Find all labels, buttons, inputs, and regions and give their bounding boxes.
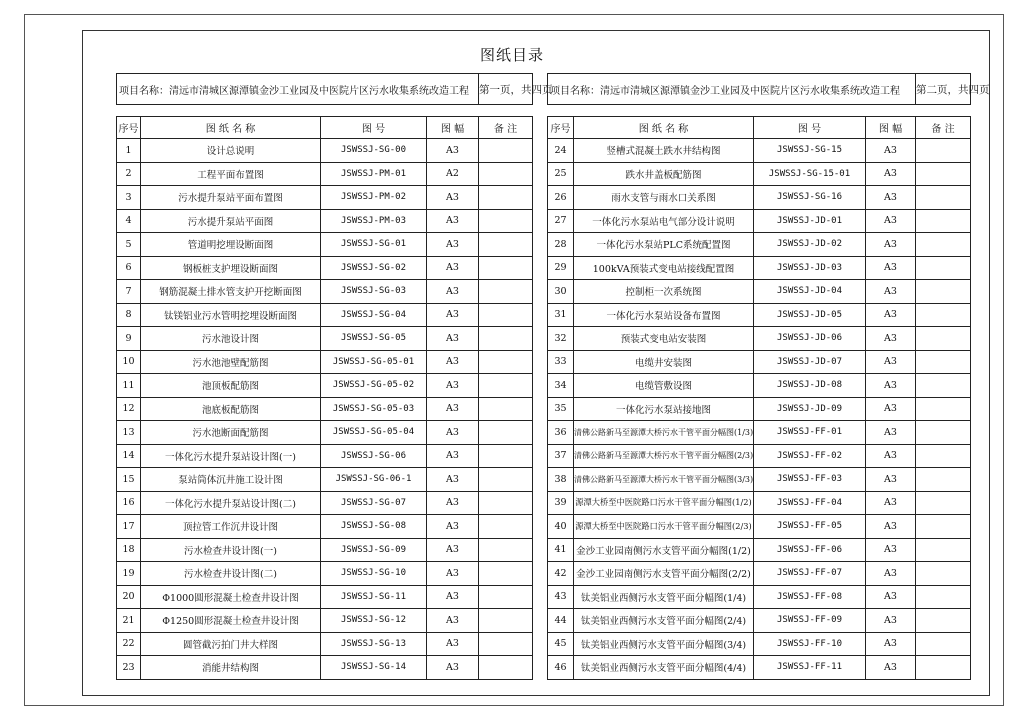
cell-drawing-name: 金沙工业园南侧污水支管平面分幅图(2/2) [574,562,754,586]
cell-remark [479,585,533,609]
cell-drawing-code: JSWSSJ-SG-09 [321,538,427,562]
cell-drawing-name: 污水提升泵站平面布置图 [141,186,321,210]
cell-no: 33 [548,350,574,374]
table-row [117,397,533,421]
cell-remark [479,632,533,656]
cell-drawing-code: JSWSSJ-JD-09 [754,397,866,421]
cell-sheet-size: A3 [866,327,916,351]
cell-drawing-name: 竖槽式混凝土跌水井结构图 [574,139,754,163]
cell-drawing-name: 雨水支管与雨水口关系图 [574,186,754,210]
cell-no: 18 [117,538,141,562]
cell-sheet-size: A3 [427,562,479,586]
cell-drawing-name: 管道明挖埋设断面图 [141,233,321,257]
cell-drawing-code: JSWSSJ-JD-02 [754,233,866,257]
table-row [117,209,533,233]
column-header-row [117,117,533,139]
table-row [548,562,971,586]
cell-drawing-name: 工程平面布置图 [141,162,321,186]
table-row [117,233,533,257]
table-row [548,162,971,186]
cell-sheet-size: A3 [427,256,479,280]
cell-no: 39 [548,491,574,515]
cell-no: 8 [117,303,141,327]
cell-drawing-name: 圆管截污拍门井大样图 [141,632,321,656]
cell-no: 22 [117,632,141,656]
table-row [117,562,533,586]
cell-drawing-code: JSWSSJ-SG-02 [321,256,427,280]
cell-drawing-name: 污水检查井设计图(二) [141,562,321,586]
cell-drawing-code: JSWSSJ-SG-06-1 [321,468,427,492]
cell-remark [479,444,533,468]
cell-sheet-size: A3 [427,139,479,163]
table-row [548,256,971,280]
cell-drawing-name: 污水池池壁配筋图 [141,350,321,374]
cell-drawing-code: JSWSSJ-SG-11 [321,585,427,609]
cell-sheet-size: A3 [427,444,479,468]
col-header-code: 图 号 [754,117,866,139]
cell-sheet-size: A3 [427,374,479,398]
cell-remark [916,609,971,633]
cell-drawing-code: JSWSSJ-SG-16 [754,186,866,210]
cell-sheet-size: A3 [427,397,479,421]
table-row [548,327,971,351]
cell-drawing-code: JSWSSJ-SG-08 [321,515,427,539]
cell-drawing-name: 一体化污水泵站PLC系统配置图 [574,233,754,257]
table-row [548,538,971,562]
catalog-table-page-1 [116,73,553,680]
page-indicator: 第二页，共四页 [916,74,971,105]
cell-drawing-name: Φ1000圆形混凝土检查井设计图 [141,585,321,609]
table-row [548,233,971,257]
cell-remark [479,538,533,562]
cell-remark [479,186,533,210]
cell-sheet-size: A3 [427,421,479,445]
cell-sheet-size: A3 [866,280,916,304]
cell-drawing-name: 设计总说明 [141,139,321,163]
cell-remark [479,374,533,398]
cell-remark [916,656,971,680]
cell-no: 37 [548,444,574,468]
cell-drawing-code: JSWSSJ-FF-08 [754,585,866,609]
cell-drawing-code: JSWSSJ-SG-13 [321,632,427,656]
cell-no: 41 [548,538,574,562]
cell-sheet-size: A3 [427,538,479,562]
cell-no: 32 [548,327,574,351]
cell-no: 44 [548,609,574,633]
table-row [117,303,533,327]
cell-drawing-code: JSWSSJ-SG-05-03 [321,397,427,421]
cell-sheet-size: A3 [866,397,916,421]
cell-drawing-name: 一体化污水泵站设备布置图 [574,303,754,327]
cell-sheet-size: A3 [427,303,479,327]
cell-drawing-name: 池底板配筋图 [141,397,321,421]
cell-drawing-name: 钛美铝业西侧污水支管平面分幅图(3/4) [574,632,754,656]
cell-no: 7 [117,280,141,304]
cell-drawing-code: JSWSSJ-JD-04 [754,280,866,304]
table-row [548,421,971,445]
table-row [548,374,971,398]
cell-no: 31 [548,303,574,327]
cell-sheet-size: A3 [866,421,916,445]
cell-remark [916,468,971,492]
cell-remark [916,327,971,351]
cell-sheet-size: A3 [427,209,479,233]
table-row [117,256,533,280]
cell-drawing-code: JSWSSJ-PM-03 [321,209,427,233]
cell-drawing-code: JSWSSJ-JD-05 [754,303,866,327]
cell-drawing-name: 一体化污水泵站电气部分设计说明 [574,209,754,233]
table-row [548,350,971,374]
table-row [117,280,533,304]
table-row [548,209,971,233]
cell-drawing-code: JSWSSJ-JD-07 [754,350,866,374]
cell-sheet-size: A3 [866,491,916,515]
cell-remark [916,162,971,186]
table-row [117,515,533,539]
cell-remark [479,468,533,492]
cell-sheet-size: A3 [427,186,479,210]
cell-drawing-name: 一体化污水提升泵站设计图(二) [141,491,321,515]
cell-sheet-size: A3 [866,209,916,233]
cell-drawing-code: JSWSSJ-SG-15-01 [754,162,866,186]
cell-no: 46 [548,656,574,680]
table-row [548,609,971,633]
cell-remark [479,397,533,421]
cell-drawing-code: JSWSSJ-PM-01 [321,162,427,186]
col-header-size: 图 幅 [866,117,916,139]
cell-remark [916,632,971,656]
cell-sheet-size: A3 [866,374,916,398]
cell-drawing-code: JSWSSJ-SG-06 [321,444,427,468]
cell-drawing-name: 污水检查井设计图(一) [141,538,321,562]
cell-no: 42 [548,562,574,586]
table-row [548,656,971,680]
cell-drawing-code: JSWSSJ-FF-01 [754,421,866,445]
cell-sheet-size: A3 [427,515,479,539]
cell-drawing-name: 100kVA预装式变电站接线配置图 [574,256,754,280]
cell-drawing-name: 电缆管敷设图 [574,374,754,398]
cell-drawing-code: JSWSSJ-SG-04 [321,303,427,327]
table-row [117,186,533,210]
page-indicator: 第一页，共四页 [479,74,533,105]
cell-drawing-name: 跌水井盖板配筋图 [574,162,754,186]
cell-no: 12 [117,397,141,421]
cell-drawing-code: JSWSSJ-SG-05-04 [321,421,427,445]
table-row [117,491,533,515]
cell-sheet-size: A3 [866,256,916,280]
table-row [117,327,533,351]
cell-drawing-name: 钛镁铝业污水管明挖埋设断面图 [141,303,321,327]
cell-drawing-name: 源潭大桥至中医院路口污水干管平面分幅图(2/3) [574,515,754,539]
cell-sheet-size: A3 [866,350,916,374]
cell-remark [479,515,533,539]
cell-drawing-name: 池顶板配筋图 [141,374,321,398]
cell-drawing-code: JSWSSJ-SG-03 [321,280,427,304]
cell-no: 3 [117,186,141,210]
cell-drawing-name: 控制柜一次系统图 [574,280,754,304]
cell-drawing-name: 一体化污水泵站接地图 [574,397,754,421]
table-row [117,609,533,633]
cell-no: 24 [548,139,574,163]
cell-no: 45 [548,632,574,656]
cell-remark [916,585,971,609]
cell-no: 14 [117,444,141,468]
table-row [117,444,533,468]
cell-sheet-size: A3 [866,632,916,656]
cell-remark [916,491,971,515]
table-row [548,515,971,539]
cell-drawing-code: JSWSSJ-SG-14 [321,656,427,680]
col-header-size: 图 幅 [427,117,479,139]
cell-drawing-code: JSWSSJ-FF-05 [754,515,866,539]
cell-remark [916,374,971,398]
cell-sheet-size: A3 [866,515,916,539]
cell-no: 15 [117,468,141,492]
cell-drawing-name: 钢板桩支护埋设断面图 [141,256,321,280]
cell-sheet-size: A2 [427,162,479,186]
cell-no: 25 [548,162,574,186]
cell-no: 40 [548,515,574,539]
cell-drawing-code: JSWSSJ-SG-15 [754,139,866,163]
cell-no: 9 [117,327,141,351]
table-row [548,444,971,468]
cell-drawing-code: JSWSSJ-SG-05 [321,327,427,351]
cell-sheet-size: A3 [427,609,479,633]
cell-no: 27 [548,209,574,233]
cell-no: 19 [117,562,141,586]
cell-no: 13 [117,421,141,445]
cell-remark [916,280,971,304]
cell-no: 6 [117,256,141,280]
cell-remark [479,209,533,233]
cell-drawing-code: JSWSSJ-SG-05-01 [321,350,427,374]
cell-drawing-name: 清佛公路新马至源潭大桥污水干管平面分幅图(2/3) [574,444,754,468]
cell-drawing-code: JSWSSJ-JD-06 [754,327,866,351]
cell-drawing-name: 清佛公路新马至源潭大桥污水干管平面分幅图(3/3) [574,468,754,492]
cell-drawing-code: JSWSSJ-SG-10 [321,562,427,586]
spacer-row [117,105,533,117]
table-row [548,303,971,327]
cell-drawing-name: 预装式变电站安装图 [574,327,754,351]
table-row [548,585,971,609]
table-row [117,468,533,492]
spacer-row [548,105,971,117]
cell-drawing-name: Φ1250圆形混凝土检查井设计图 [141,609,321,633]
cell-sheet-size: A3 [427,350,479,374]
cell-remark [916,562,971,586]
cell-sheet-size: A3 [866,656,916,680]
cell-no: 21 [117,609,141,633]
cell-drawing-code: JSWSSJ-SG-00 [321,139,427,163]
cell-remark [479,303,533,327]
cell-no: 29 [548,256,574,280]
cell-drawing-name: 钛美铝业西侧污水支管平面分幅图(4/4) [574,656,754,680]
cell-sheet-size: A3 [866,186,916,210]
cell-no: 2 [117,162,141,186]
cell-remark [916,397,971,421]
cell-remark [479,327,533,351]
cell-no: 10 [117,350,141,374]
table-row [117,162,533,186]
cell-sheet-size: A3 [427,327,479,351]
catalog-table-page-2 [547,73,990,680]
cell-sheet-size: A3 [427,280,479,304]
cell-drawing-name: 污水池断面配筋图 [141,421,321,445]
cell-drawing-code: JSWSSJ-PM-02 [321,186,427,210]
table-row [548,186,971,210]
cell-drawing-code: JSWSSJ-SG-12 [321,609,427,633]
cell-drawing-code: JSWSSJ-SG-01 [321,233,427,257]
cell-drawing-code: JSWSSJ-FF-07 [754,562,866,586]
cell-drawing-code: JSWSSJ-FF-04 [754,491,866,515]
cell-remark [916,256,971,280]
cell-remark [916,139,971,163]
cell-sheet-size: A3 [427,585,479,609]
cell-drawing-name: 源潭大桥至中医院路口污水干管平面分幅图(1/2) [574,491,754,515]
cell-drawing-name: 钛美铝业西侧污水支管平面分幅图(1/4) [574,585,754,609]
cell-no: 20 [117,585,141,609]
cell-no: 23 [117,656,141,680]
cell-no: 26 [548,186,574,210]
project-name: 项目名称：清远市清城区源潭镇金沙工业园及中医院片区污水收集系统改造工程 [117,74,479,105]
cell-sheet-size: A3 [866,162,916,186]
table-row [548,468,971,492]
col-header-remark: 备 注 [916,117,971,139]
table-row [117,656,533,680]
cell-drawing-name: 顶拉管工作沉井设计图 [141,515,321,539]
cell-remark [916,186,971,210]
cell-sheet-size: A3 [427,491,479,515]
cell-drawing-code: JSWSSJ-FF-03 [754,468,866,492]
table-row [548,280,971,304]
col-header-name: 图 纸 名 称 [574,117,754,139]
cell-drawing-name: 泵站筒体沉井施工设计图 [141,468,321,492]
col-header-no: 序号 [117,117,141,139]
cell-sheet-size: A3 [427,632,479,656]
table-row [548,491,971,515]
cell-sheet-size: A3 [866,609,916,633]
table-row [548,139,971,163]
cell-sheet-size: A3 [427,656,479,680]
col-header-code: 图 号 [321,117,427,139]
table-row [548,632,971,656]
table-row [117,139,533,163]
cell-sheet-size: A3 [427,468,479,492]
cell-sheet-size: A3 [866,444,916,468]
cell-remark [479,350,533,374]
cell-remark [479,162,533,186]
cell-remark [479,280,533,304]
cell-no: 43 [548,585,574,609]
cell-drawing-name: 一体化污水提升泵站设计图(一) [141,444,321,468]
cell-no: 17 [117,515,141,539]
table-row [117,421,533,445]
cell-drawing-name: 电缆井安装图 [574,350,754,374]
cell-no: 30 [548,280,574,304]
table-row [117,632,533,656]
cell-drawing-code: JSWSSJ-FF-02 [754,444,866,468]
cell-sheet-size: A3 [866,233,916,257]
cell-remark [479,609,533,633]
cell-remark [479,656,533,680]
table-row [117,350,533,374]
cell-drawing-code: JSWSSJ-FF-10 [754,632,866,656]
cell-drawing-code: JSWSSJ-FF-09 [754,609,866,633]
cell-sheet-size: A3 [866,139,916,163]
table-row [117,538,533,562]
cell-drawing-name: 金沙工业园南侧污水支管平面分幅图(1/2) [574,538,754,562]
col-header-no: 序号 [548,117,574,139]
cell-no: 38 [548,468,574,492]
cell-drawing-name: 污水池设计图 [141,327,321,351]
cell-no: 34 [548,374,574,398]
cell-drawing-name: 钛美铝业西侧污水支管平面分幅图(2/4) [574,609,754,633]
sheet-title: 图纸目录 [479,46,544,64]
cell-remark [479,562,533,586]
cell-drawing-name: 钢筋混凝土排水管支护开挖断面图 [141,280,321,304]
cell-no: 1 [117,139,141,163]
cell-drawing-name: 污水提升泵站平面图 [141,209,321,233]
cell-remark [916,233,971,257]
cell-remark [916,515,971,539]
cell-remark [916,444,971,468]
cell-no: 28 [548,233,574,257]
cell-remark [479,421,533,445]
cell-sheet-size: A3 [866,562,916,586]
column-header-row [548,117,971,139]
cell-remark [479,233,533,257]
cell-drawing-code: JSWSSJ-JD-08 [754,374,866,398]
cell-no: 16 [117,491,141,515]
table-row [117,585,533,609]
table-row [548,397,971,421]
table-row [117,374,533,398]
cell-sheet-size: A3 [866,538,916,562]
cell-drawing-code: JSWSSJ-FF-11 [754,656,866,680]
cell-remark [916,350,971,374]
cell-remark [479,139,533,163]
cell-no: 4 [117,209,141,233]
cell-sheet-size: A3 [866,585,916,609]
cell-drawing-code: JSWSSJ-FF-06 [754,538,866,562]
cell-remark [479,256,533,280]
cell-remark [916,421,971,445]
cell-drawing-code: JSWSSJ-SG-05-02 [321,374,427,398]
cell-drawing-name: 清佛公路新马至源潭大桥污水干管平面分幅图(1/3) [574,421,754,445]
cell-sheet-size: A3 [866,303,916,327]
cell-drawing-code: JSWSSJ-JD-01 [754,209,866,233]
cell-drawing-code: JSWSSJ-JD-03 [754,256,866,280]
cell-remark [479,491,533,515]
cell-drawing-code: JSWSSJ-SG-07 [321,491,427,515]
cell-remark [916,303,971,327]
cell-no: 11 [117,374,141,398]
project-name: 项目名称：清远市清城区源潭镇金沙工业园及中医院片区污水收集系统改造工程 [548,74,916,105]
cell-no: 36 [548,421,574,445]
cell-sheet-size: A3 [427,233,479,257]
cell-remark [916,538,971,562]
cell-drawing-name: 消能井结构图 [141,656,321,680]
col-header-remark: 备 注 [479,117,533,139]
col-header-name: 图 纸 名 称 [141,117,321,139]
cell-sheet-size: A3 [866,468,916,492]
cell-no: 5 [117,233,141,257]
cell-no: 35 [548,397,574,421]
cell-remark [916,209,971,233]
